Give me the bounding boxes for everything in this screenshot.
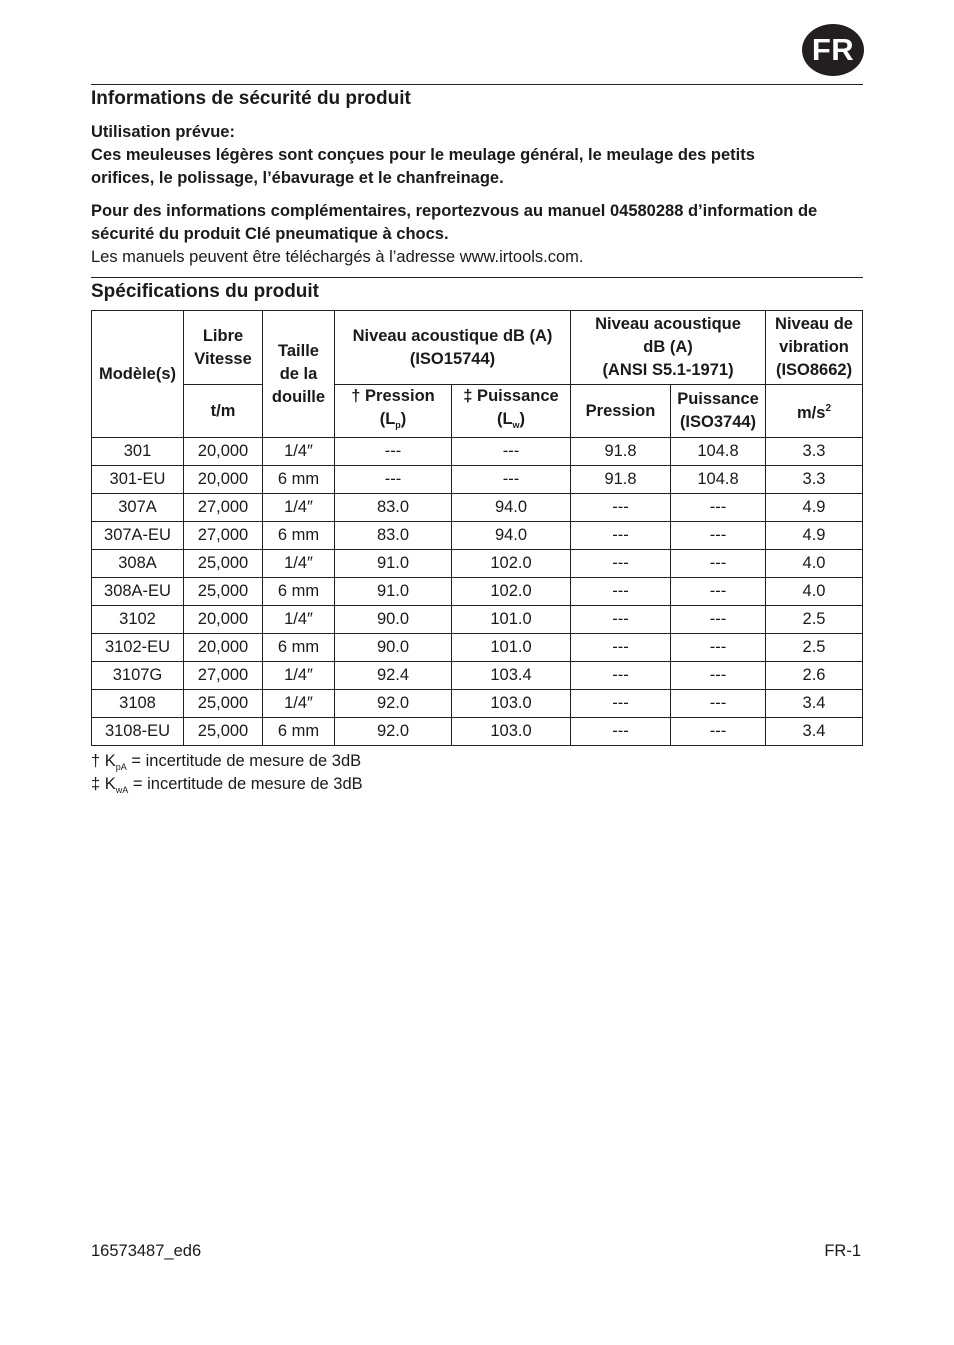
table-cell: 25,000 [184, 718, 263, 746]
table-cell: --- [571, 690, 671, 718]
table-cell: 83.0 [335, 494, 452, 522]
table-cell: 92.0 [335, 718, 452, 746]
table-cell: 4.0 [766, 578, 863, 606]
table-cell: 307A-EU [92, 522, 184, 550]
table-cell: 25,000 [184, 578, 263, 606]
table-cell: --- [671, 550, 766, 578]
table-cell: 90.0 [335, 634, 452, 662]
header-pressure-iso: † Pression $(L_p)$ [335, 385, 452, 438]
table-cell: 1/4″ [263, 662, 335, 690]
table-cell: --- [571, 494, 671, 522]
table-row [92, 466, 863, 494]
table-cell: 1/4″ [263, 494, 335, 522]
footnote-pressure: † $K_{pA}$ = incertitude de mesure de 3dB [91, 752, 362, 772]
table-cell: --- [571, 662, 671, 690]
header-noise-ansi: Niveau acoustique dB (A) (ANSI S5.1-1971) [571, 311, 766, 385]
table-row [92, 438, 863, 466]
table-cell: 308A [92, 550, 184, 578]
table-row [92, 606, 863, 634]
table-cell: 2.5 [766, 606, 863, 634]
header-power-iso3744: Puissance (ISO3744) [671, 385, 766, 438]
table-cell: --- [335, 438, 452, 466]
table-cell: 25,000 [184, 690, 263, 718]
table-cell: --- [452, 438, 571, 466]
table-cell: 2.6 [766, 662, 863, 690]
table-cell: --- [671, 522, 766, 550]
table-cell: 27,000 [184, 494, 263, 522]
specifications-table [91, 310, 863, 746]
table-cell: --- [671, 578, 766, 606]
table-cell: 4.9 [766, 494, 863, 522]
table-cell: 1/4″ [263, 690, 335, 718]
table-cell: 3.3 [766, 466, 863, 494]
table-cell: 20,000 [184, 634, 263, 662]
table-row [92, 522, 863, 550]
table-cell: 6 mm [263, 634, 335, 662]
table-cell: --- [335, 466, 452, 494]
table-cell: --- [571, 718, 671, 746]
table-cell: 20,000 [184, 606, 263, 634]
document-id: 16573487_ed6 [91, 1242, 202, 1260]
table-cell: 3102-EU [92, 634, 184, 662]
table-cell: 3108-EU [92, 718, 184, 746]
table-cell: 1/4″ [263, 550, 335, 578]
table-cell: --- [571, 550, 671, 578]
table-cell: 308A-EU [92, 578, 184, 606]
table-row [92, 718, 863, 746]
table-cell: 91.0 [335, 550, 452, 578]
table-cell: --- [452, 466, 571, 494]
table-cell: 104.8 [671, 438, 766, 466]
header-power-iso: ‡ Puissance $(L_w)$ [452, 385, 571, 438]
table-cell: 92.0 [335, 690, 452, 718]
table-cell: 20,000 [184, 438, 263, 466]
table-cell: --- [571, 634, 671, 662]
table-cell: 101.0 [452, 634, 571, 662]
table-row [92, 690, 863, 718]
table-cell: 101.0 [452, 606, 571, 634]
table-row [92, 494, 863, 522]
table-cell: 91.8 [571, 438, 671, 466]
intended-use-text: Ces meuleuses légères sont conçues pour le meulage général, le meulage des petits orifices, le polissage, l’ébavurage et le chanfreinage. [91, 146, 755, 187]
header-vibration-unit: $m/s^2$ [766, 385, 863, 438]
table-row [92, 662, 863, 690]
intended-use-label: Utilisation prévue: [91, 123, 235, 141]
more-info-text: Pour des informations complémentaires, reportezvous au manuel 04580288 d’information de sécurité du produit Clé pneumatique à chocs. [91, 202, 818, 243]
table-cell: 3108 [92, 690, 184, 718]
header-model: Modèle(s) [92, 311, 184, 438]
language-badge: FR [802, 24, 864, 76]
page-number: FR-1 [824, 1242, 861, 1260]
header-free-speed: Libre Vitesse [184, 311, 263, 385]
table-cell: 102.0 [452, 578, 571, 606]
table-cell: 3.4 [766, 718, 863, 746]
table-cell: --- [571, 522, 671, 550]
header-vibration: Niveau de vibration (ISO8662) [766, 311, 863, 385]
table-row [92, 578, 863, 606]
table-cell: --- [671, 718, 766, 746]
section-divider [91, 277, 863, 278]
table-cell: 103.4 [452, 662, 571, 690]
table-cell: 6 mm [263, 718, 335, 746]
table-cell: 94.0 [452, 522, 571, 550]
table-cell: --- [671, 606, 766, 634]
table-cell: 103.0 [452, 718, 571, 746]
table-cell: 6 mm [263, 522, 335, 550]
table-cell: --- [571, 606, 671, 634]
table-cell: 4.9 [766, 522, 863, 550]
footnote-power: ‡ $K_{wA}$ = incertitude de mesure de 3dB [91, 775, 363, 795]
table-cell: 3.3 [766, 438, 863, 466]
header-socket-size: Taille de la douille [263, 311, 335, 438]
table-cell: 6 mm [263, 578, 335, 606]
table-row [92, 550, 863, 578]
table-cell: 92.4 [335, 662, 452, 690]
table-cell: 83.0 [335, 522, 452, 550]
table-cell: 3102 [92, 606, 184, 634]
table-cell: 25,000 [184, 550, 263, 578]
header-pressure-ansi: Pression [571, 385, 671, 438]
table-cell: --- [571, 578, 671, 606]
table-cell: 102.0 [452, 550, 571, 578]
table-cell: 27,000 [184, 522, 263, 550]
table-cell: 94.0 [452, 494, 571, 522]
table-cell: 3107G [92, 662, 184, 690]
table-cell: 1/4″ [263, 606, 335, 634]
table-cell: 6 mm [263, 466, 335, 494]
section-divider [91, 84, 863, 85]
table-cell: 27,000 [184, 662, 263, 690]
table-cell: 103.0 [452, 690, 571, 718]
table-cell: 4.0 [766, 550, 863, 578]
header-speed-unit: t/m [184, 385, 263, 438]
table-cell: --- [671, 634, 766, 662]
table-cell: --- [671, 662, 766, 690]
table-cell: --- [671, 494, 766, 522]
specs-section-title: Spécifications du produit [91, 281, 320, 302]
table-cell: 104.8 [671, 466, 766, 494]
table-cell: 2.5 [766, 634, 863, 662]
header-noise-iso15744: Niveau acoustique dB (A) (ISO15744) [335, 311, 571, 385]
table-row [92, 634, 863, 662]
table-cell: 90.0 [335, 606, 452, 634]
download-text: Les manuels peuvent être téléchargés à l’adresse www.irtools.com. [91, 248, 584, 266]
table-cell: 91.8 [571, 466, 671, 494]
table-cell: 3.4 [766, 690, 863, 718]
table-cell: 20,000 [184, 466, 263, 494]
table-cell: 91.0 [335, 578, 452, 606]
table-cell: 1/4″ [263, 438, 335, 466]
table-cell: 301 [92, 438, 184, 466]
table-cell: --- [671, 690, 766, 718]
table-cell: 301-EU [92, 466, 184, 494]
table-cell: 307A [92, 494, 184, 522]
safety-section-title: Informations de sécurité du produit [91, 88, 411, 109]
